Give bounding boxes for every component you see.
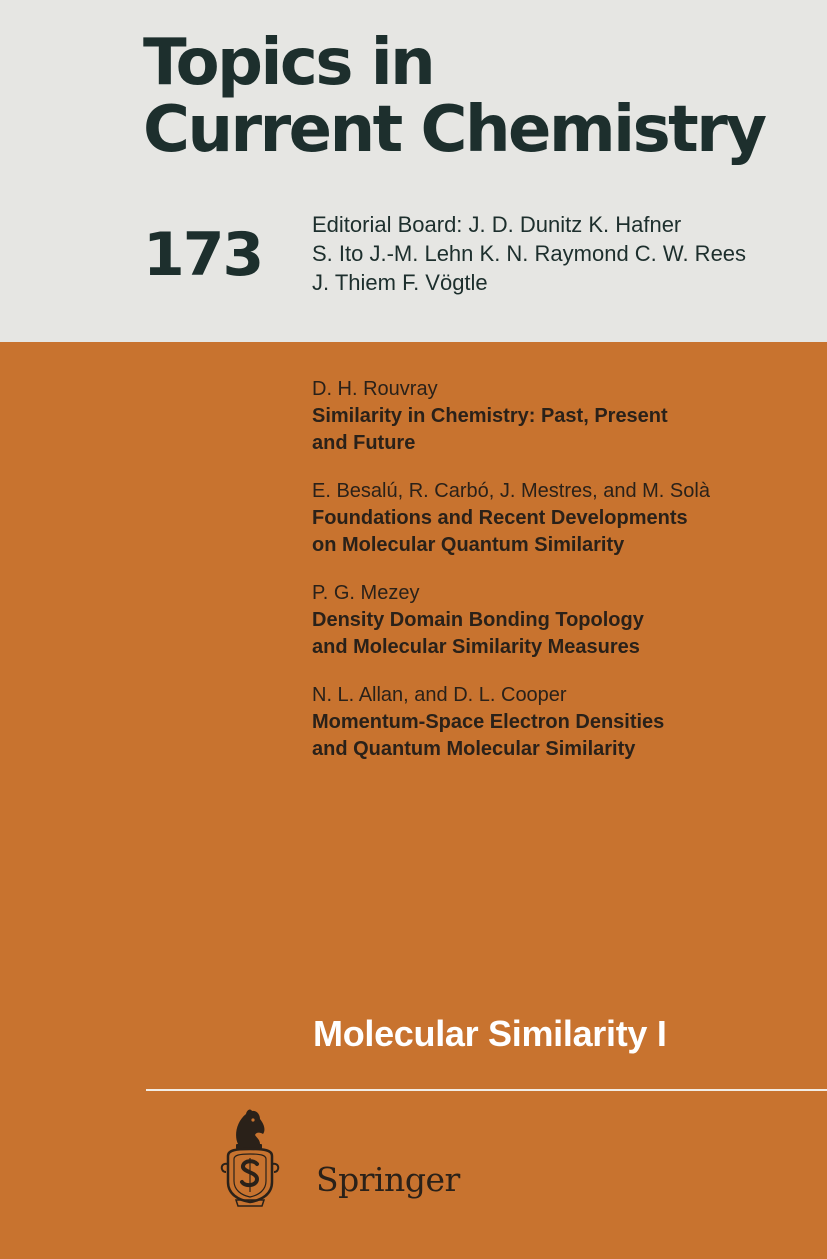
entry-title	[312, 505, 812, 559]
table-of-contents	[312, 376, 812, 784]
contents-entry	[312, 376, 812, 457]
entry-title	[312, 607, 812, 661]
contents-entry	[312, 682, 812, 763]
divider-rule	[146, 1089, 827, 1091]
contents-entry	[312, 478, 812, 559]
editorial-board-line-2: S. Ito J.-M. Lehn K. N. Raymond C. W. Rees	[312, 241, 747, 266]
editorial-board-line-3: J. Thiem F. Vögtle	[312, 270, 488, 295]
entry-title-line: Similarity in Chemistry: Past, Present	[312, 405, 668, 427]
entry-title-line: and Molecular Similarity Measures	[312, 636, 640, 658]
editorial-board-line-1: Editorial Board: J. D. Dunitz K. Hafner	[312, 212, 682, 237]
volume-number: 173	[143, 220, 263, 290]
entry-title-line: and Future	[312, 432, 416, 454]
series-title-line-1: Topics in	[143, 26, 434, 100]
entry-title-line: on Molecular Quantum Similarity	[312, 534, 625, 556]
entry-title	[312, 403, 812, 457]
contents-entry	[312, 580, 812, 661]
volume-title: Molecular Similarity I	[313, 1013, 667, 1054]
entry-authors: E. Besalú, R. Carbó, J. Mestres, and M. Solà	[312, 480, 710, 502]
entry-title-line: Foundations and Recent Developments	[312, 507, 688, 529]
entry-authors: N. L. Allan, and D. L. Cooper	[312, 684, 567, 706]
entry-title-line: Momentum-Space Electron Densities	[312, 711, 665, 733]
cover-header-band	[0, 0, 827, 342]
entry-title	[312, 709, 812, 763]
entry-authors: P. G. Mezey	[312, 582, 420, 604]
series-title-line-2: Current Chemistry	[143, 93, 765, 167]
entry-authors: D. H. Rouvray	[312, 378, 438, 400]
publisher-name: Springer	[316, 1160, 460, 1199]
springer-knight-logo-icon	[216, 1102, 284, 1210]
entry-title-line: and Quantum Molecular Similarity	[312, 738, 636, 760]
series-title	[143, 26, 765, 167]
entry-title-line: Density Domain Bonding Topology	[312, 609, 644, 631]
editorial-board	[312, 210, 746, 297]
